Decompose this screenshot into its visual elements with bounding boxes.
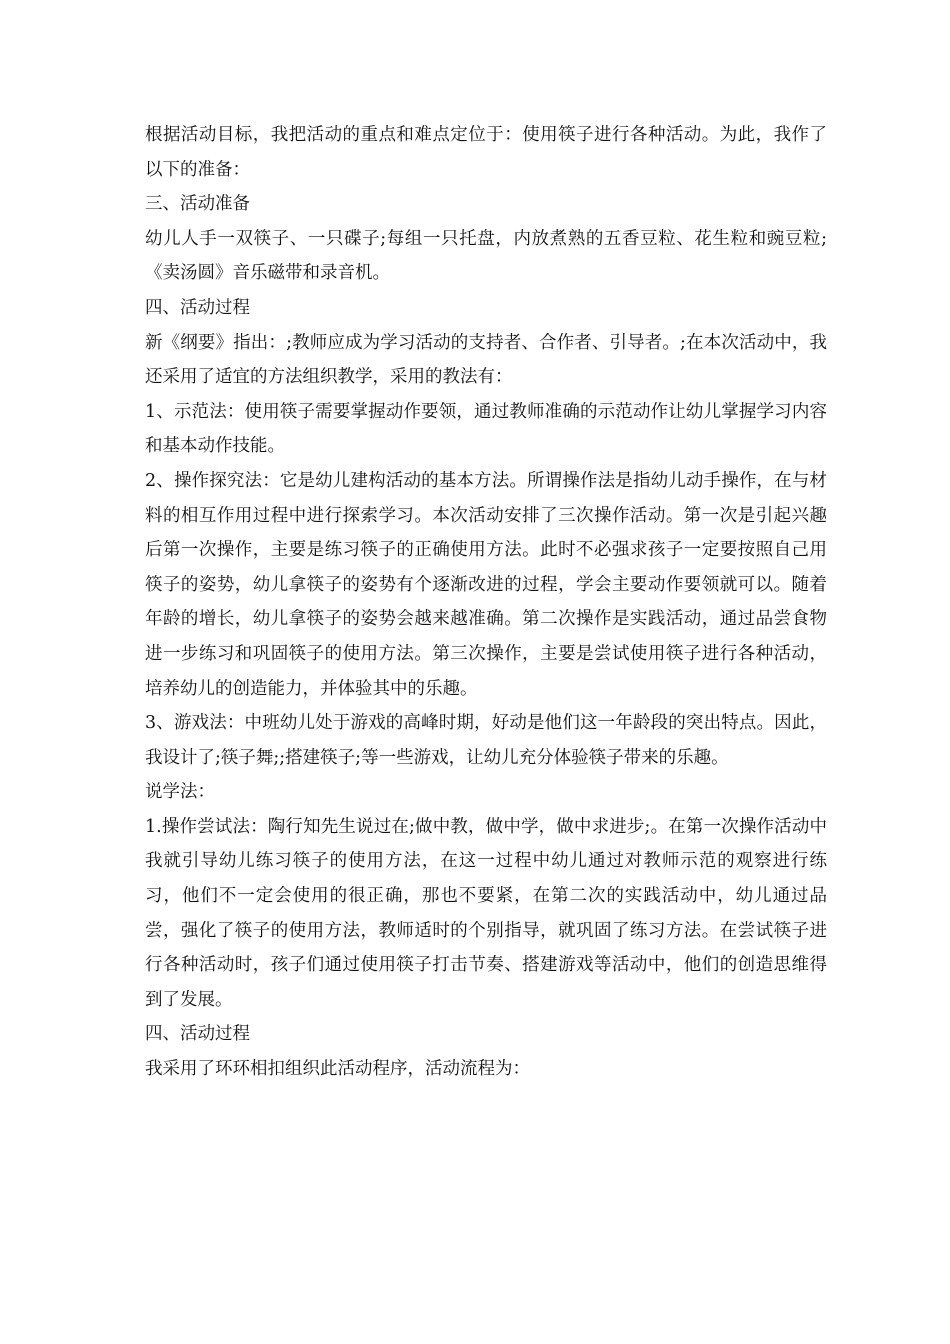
paragraph-guidelines: 新《纲要》指出：;教师应成为学习活动的支持者、合作者、引导者。;在本次活动中，我还采用了适宜的方法组织教学，采用的教法有： [145,332,827,388]
paragraph-trial-method: 1.操作尝试法：陶行知先生说过在;做中教，做中学，做中求进步;。在第一次操作活动中我就引导幼儿练习筷子的使用方法，在这一过程中幼儿通过对教师示范的观察进行练习，他们不一定会使用的很正确，那也不要紧，在第二次的实践活动中，幼儿通过品尝，强化了筷子的使用方法，教师适时的个别指导，就巩固了练习方法。在尝试筷子进行各种活动时，孩子们通过使用筷子打击节奏、搭建游戏等活动中，他们的创造思维得到了发展。 [145,816,827,1010]
paragraph-demonstration-method: 1、示范法：使用筷子需要掌握动作要领，通过教师准确的示范动作让幼儿掌握学习内容和基本动作技能。 [145,401,827,457]
heading-activity-preparation: 三、活动准备 [145,194,250,215]
paragraph-process-flow: 我采用了环环相扣组织此活动程序，活动流程为： [145,1059,530,1080]
paragraph-materials: 幼儿人手一双筷子、一只碟子;每组一只托盘，内放煮熟的五香豆粒、花生粒和豌豆粒;《卖汤圆》音乐磁带和录音机。 [145,228,827,284]
heading-learning-methods: 说学法： [145,782,215,803]
heading-activity-process: 四、活动过程 [145,297,250,318]
paragraph-intro: 根据活动目标，我把活动的重点和难点定位于：使用筷子进行各种活动。为此，我作了以下的准备： [145,125,827,180]
paragraph-exploration-method: 2、操作探究法：它是幼儿建构活动的基本方法。所谓操作法是指幼儿动手操作，在与材料的相互作用过程中进行探索学习。本次活动安排了三次操作活动。第一次是引起兴趣后第一次操作，主要是练习筷子的正确使用方法。此时不必强求孩子一定要按照自己用筷子的姿势，幼儿拿筷子的姿势有个逐渐改进的过程，学会主要动作要领就可以。随着年龄的增长，幼儿拿筷子的姿势会越来越准确。第二次操作是实践活动，通过品尝食物进一步练习和巩固筷子的使用方法。第三次操作，主要是尝试使用筷子进行各种活动，培养幼儿的创造能力，并体验其中的乐趣。 [145,470,827,699]
paragraph-game-method: 3、游戏法：中班幼儿处于游戏的高峰时期，好动是他们这一年龄段的突出特点。因此，我设计了;筷子舞;;搭建筷子;等一些游戏，让幼儿充分体验筷子带来的乐趣。 [145,713,827,768]
document-body [145,118,827,1087]
heading-activity-process-2: 四、活动过程 [145,1024,250,1045]
